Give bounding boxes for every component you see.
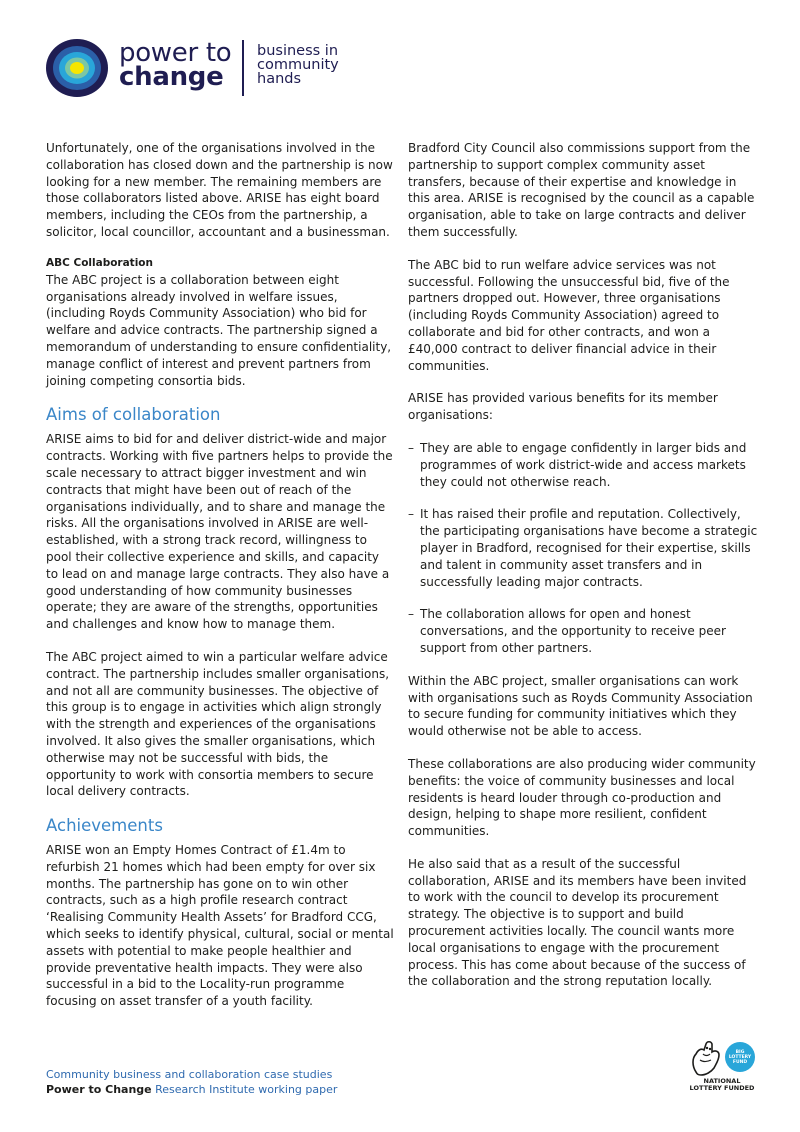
tagline-line: community: [257, 57, 339, 73]
brand-wordmark: [119, 38, 232, 92]
footer-brand: Power to Change: [46, 1083, 152, 1096]
footer-publication-line: [46, 1082, 337, 1097]
aims-paragraph-2: The ABC project aimed to win a particular welfare advice contract. The partnership includes smaller organisations, and not all are community businesses. The objective of this group is to engage in activities which align strongly with the strength and experiences of the organisations involved. It also gives the smaller organisations, which otherwise may not be successful with bids, the opportunity to work with consortia members to secure local delivery contracts.: [46, 649, 390, 799]
brand-tagline: [257, 44, 339, 86]
brand-line-2: change: [119, 62, 224, 92]
abc-bid-paragraph: The ABC bid to run welfare advice services was not successful. Following the unsuccessful bid, five of the partners dropped out. However, three organisations (including Royds Community Association) agreed to collaborate and bid for other contracts, and won a £40,000 contract to deliver financial advice in their communities.: [408, 257, 730, 373]
caption-line: LOTTERY FUNDED: [689, 1084, 755, 1092]
benefits-list: [408, 440, 758, 657]
achievements-heading: Achievements: [46, 816, 163, 836]
intro-paragraph: Unfortunately, one of the organisations involved in the collaboration has closed down and the partnership is now looking for a new member. The remaining members are those collaborators listed above. ARISE has eight board members, including the CEOs from the partnership, a solicitor, local councillor, accountant and a businessman.: [46, 141, 393, 239]
brand-line-1: power to: [119, 38, 232, 68]
badge-text-line: BIG: [735, 1050, 745, 1055]
list-item-text: They are able to engage confidently in larger bids and programmes of work district-wide and access markets they could not otherwise reach.: [420, 440, 747, 489]
caption-line: NATIONAL: [703, 1077, 741, 1085]
left-column: [46, 140, 394, 1026]
power-to-change-emblem-icon: [45, 38, 109, 98]
benefits-intro-paragraph: ARISE has provided various benefits for its member organisations:: [408, 391, 718, 423]
logo-divider: [242, 40, 244, 96]
right-column: [408, 140, 758, 1006]
list-item: [408, 606, 758, 656]
bullet-dash: –: [408, 440, 414, 455]
lottery-funded-caption: [686, 1078, 758, 1092]
lottery-crossed-fingers-icon: [686, 1038, 758, 1078]
list-item: [408, 506, 758, 590]
council-paragraph: Bradford City Council also commissions support from the partnership to support complex community asset transfers, because of their expertise and knowledge in this area. ARISE is recognised by the council as a capable organisation, able to take on large contracts and deliver them successfully.: [408, 141, 755, 239]
list-item-text: It has raised their profile and reputation. Collectively, the participating organisations have become a strategic player in Bradford, recognised for their expertise, skills and talent in community asset transfers and in successfully leading major contracts.: [420, 507, 758, 589]
badge-text-line: FUND: [732, 1060, 748, 1065]
footer-paper-type: Research Institute working paper: [151, 1083, 338, 1096]
tagline-line: hands: [257, 71, 302, 87]
footer-series-title: Community business and collaboration case studies: [46, 1068, 333, 1081]
abc-collaboration-paragraph: The ABC project is a collaboration between eight organisations already involved in welfare issues, (including Royds Community Association) who bid for welfare and advice contracts. The partnership signed a memorandum of understanding to ensure confidentiality, manage conflict of interest and prevent partners from joining competing consortia bids.: [46, 272, 392, 388]
list-item: [408, 440, 758, 490]
badge-text-line: LOTTERY: [728, 1055, 752, 1060]
aims-paragraph-1: ARISE aims to bid for and deliver district-wide and major contracts. Working with five partners helps to provide the scale necessary to attract bigger investment and win contracts that might have been out of reach of the organisations individually, and to share and manage the risks. All the organisations involved in ARISE are well-established, with a strong track record, willingness to pool their collective experience and skills, and capacity to lead on and manage large contracts. They also have a good understanding of how community businesses operate; they are aware of the strengths, opportunities and challenges and know how to manage them.: [46, 432, 393, 632]
wider-benefits-paragraph: These collaborations are also producing wider community benefits: the voice of community businesses and local residents is heard louder through co-production and design, helping to shape more resilient, confident communities.: [408, 756, 756, 839]
bullet-dash: –: [408, 507, 414, 522]
smaller-organisations-paragraph: Within the ABC project, smaller organisations can work with organisations such as Royds Community Association to secure funding for community initiatives which they would otherwise not be able to access.: [408, 673, 753, 739]
tagline-line: business in: [257, 43, 339, 59]
page-footer: [46, 1067, 337, 1097]
procurement-paragraph: He also said that as a result of the successful collaboration, ARISE and its members have been invited to work with the council to develop its procurement strategy. The objective is to support and build procurement activities locally. The council wants more local organisations to engage with the procurement process. This has come about because of the success of the collaboration and the strong reputation locally.: [408, 856, 747, 989]
aims-heading: Aims of collaboration: [46, 405, 221, 425]
list-item-text: The collaboration allows for open and honest conversations, and the opportunity to receive peer support from other partners.: [420, 607, 726, 655]
national-lottery-logo: [686, 1038, 758, 1096]
achievements-paragraph: ARISE won an Empty Homes Contract of £1.4m to refurbish 21 homes which had been empty for over six months. The partnership has gone on to win other contracts, such as a high profile research contract ‘Realising Community Health Assets’ for Bradford CCG, which seeks to identify physical, cultural, social or mental assets with potential to make people healthier and provide preventative health impacts. They were also successful in a bid to the Locality-run programme focusing on asset transfer of a youth facility.: [46, 843, 394, 1009]
bullet-dash: –: [408, 607, 414, 622]
abc-collaboration-subheading: ABC Collaboration: [46, 256, 153, 269]
